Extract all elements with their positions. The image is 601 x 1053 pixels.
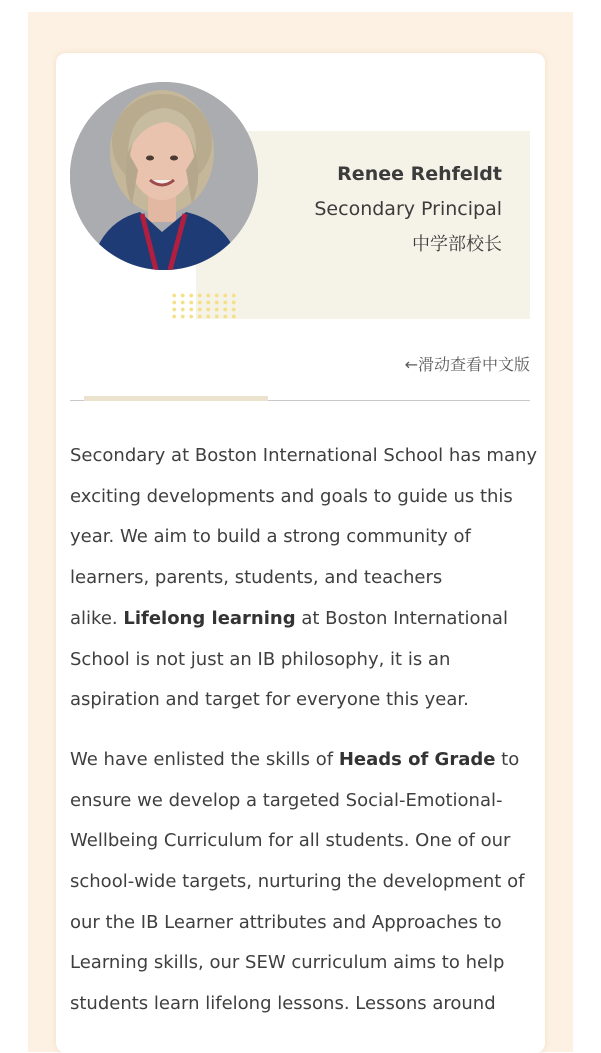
- paragraph-1-line-6: School is not just an IB philosophy, it is an: [70, 648, 451, 670]
- paragraph-2-line-5: our the IB Learner attributes and Approaches to: [70, 911, 502, 933]
- paragraph-1-line-5-post: at Boston International: [295, 607, 508, 629]
- paragraph-1-line-5-pre: alike.: [70, 607, 124, 629]
- profile-role: Secondary Principal: [314, 198, 502, 220]
- paragraph-1-line-7: aspiration and target for everyone this year.: [70, 689, 469, 711]
- paragraph-1: [70, 436, 540, 721]
- paragraph-2-line-1-pre: We have enlisted the skills of: [70, 748, 339, 770]
- paragraph-1-line-2: exciting developments and goals to guide us this: [70, 485, 513, 507]
- paragraph-1-line-1: Secondary at Boston International School has many: [70, 445, 538, 466]
- view-chinese-version-link[interactable]: ←滑动查看中文版: [404, 355, 530, 374]
- paragraph-2: [70, 740, 540, 1025]
- profile-role-chinese: 中学部校长: [412, 234, 502, 255]
- paragraph-2-line-6: Learning skills, our SEW curriculum aims to help: [70, 952, 505, 974]
- lifelong-learning-emphasis: Lifelong learning: [123, 607, 296, 629]
- profile-name: Renee Rehfeldt: [337, 163, 502, 185]
- portrait-illustration: [70, 82, 258, 270]
- paragraph-1-line-3: year. We aim to build a strong community of: [70, 526, 471, 548]
- paragraph-2-line-3: Wellbeing Curriculum for all students. One of our: [70, 830, 511, 852]
- paragraph-2-line-4: school-wide targets, nurturing the development of: [70, 871, 525, 893]
- paragraph-2-line-7: students learn lifelong lessons. Lessons around: [70, 993, 496, 1015]
- paragraph-2-line-1-post: to: [495, 748, 520, 770]
- avatar: [70, 82, 258, 270]
- heads-of-grade-emphasis: Heads of Grade: [338, 748, 496, 770]
- decorative-dots: [170, 292, 238, 320]
- article-body: [70, 436, 540, 1044]
- paragraph-2-line-2: ensure we develop a targeted Social-Emotional-: [70, 789, 503, 811]
- paragraph-1-line-4: learners, parents, students, and teachers: [70, 567, 443, 589]
- divider-accent: [84, 396, 268, 401]
